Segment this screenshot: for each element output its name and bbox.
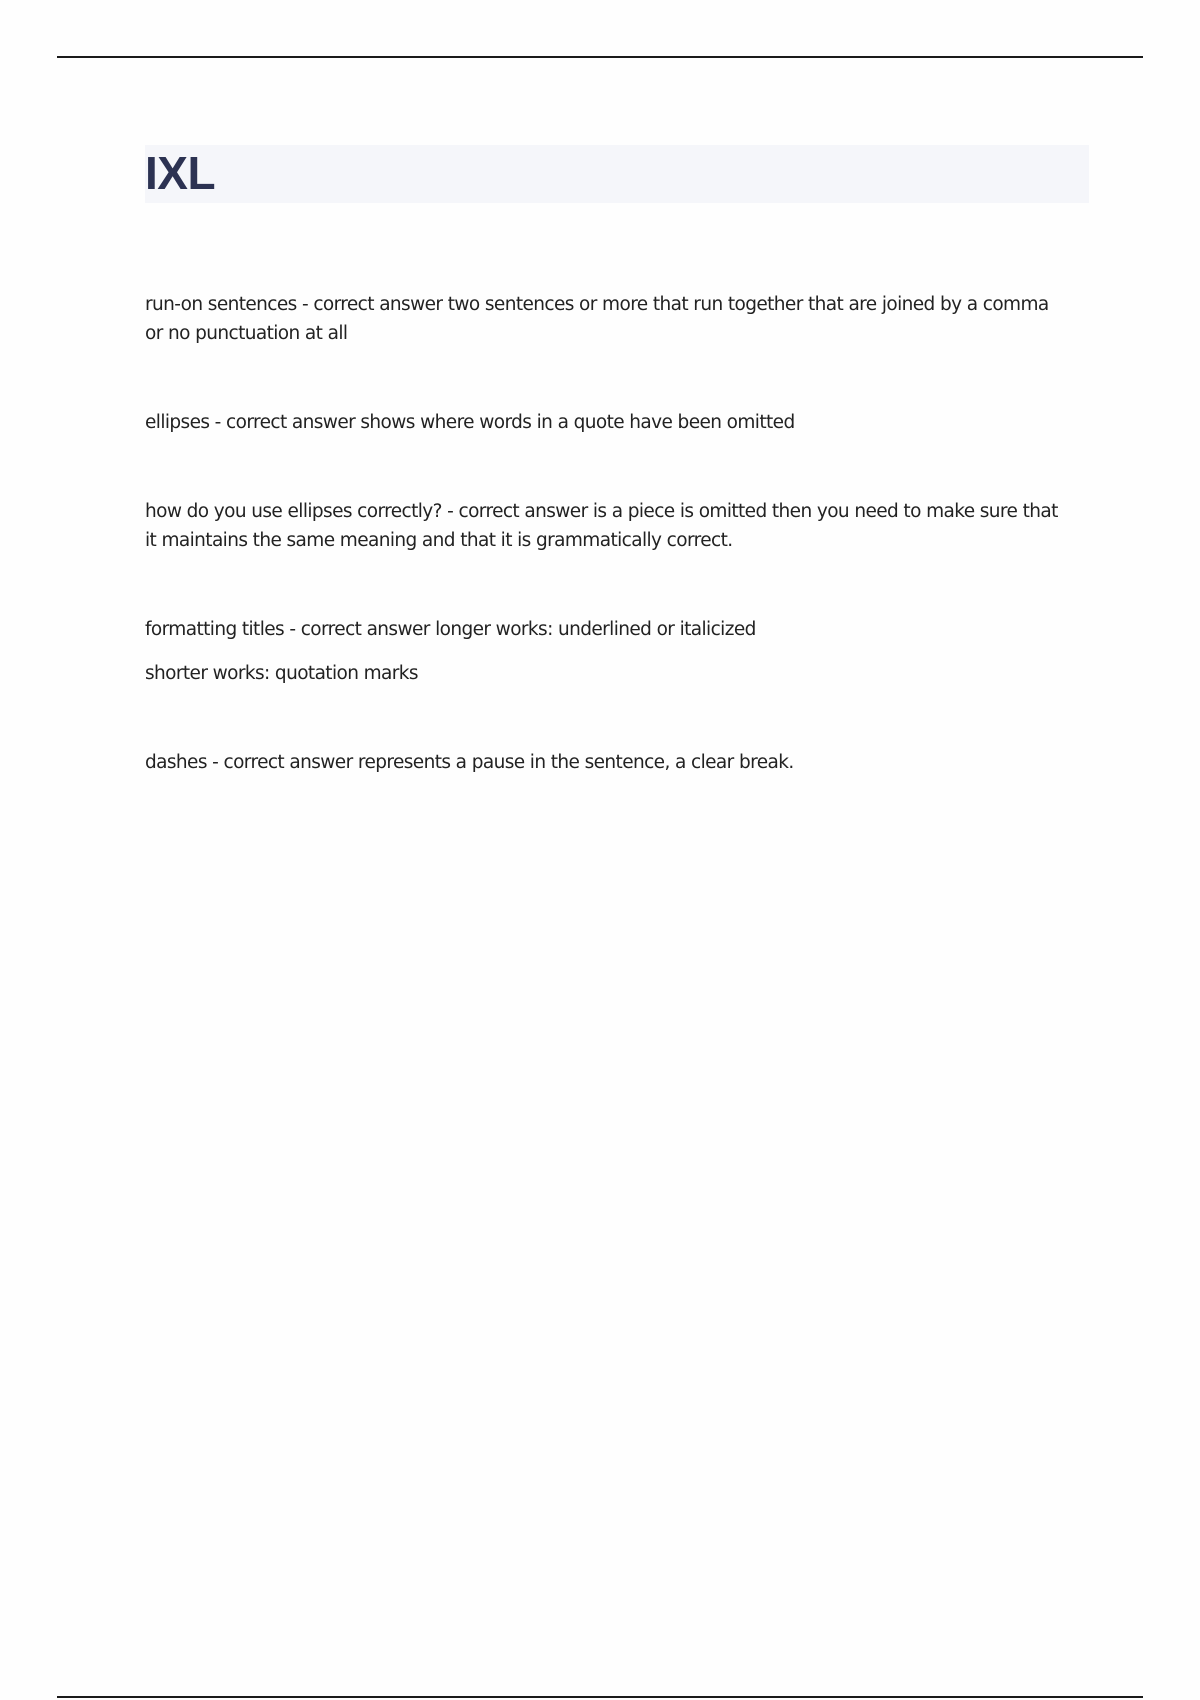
entry-text-line: or no punctuation at all: [145, 323, 348, 344]
entry-text-line: shorter works: quotation marks: [145, 663, 418, 684]
entry-text-line: ellipses - correct answer shows where words in a quote have been omitted: [145, 412, 795, 433]
title-band: [145, 145, 1089, 203]
flashcard-entry-ellipses: [145, 408, 1095, 437]
entry-text-line: how do you use ellipses correctly? - correct answer is a piece is omitted then you need to make sure that: [145, 501, 1058, 522]
top-rule: [57, 56, 1143, 58]
flashcard-entry-run-on-sentences: [145, 290, 1095, 348]
page-title: IXL: [145, 147, 216, 199]
bottom-rule: [57, 1696, 1143, 1698]
flashcard-entry-ellipses-usage: [145, 497, 1095, 555]
entry-text-line: formatting titles - correct answer longer works: underlined or italicized: [145, 619, 756, 640]
flashcard-entry-dashes: [145, 748, 1095, 777]
flashcard-entry-formatting-titles: [145, 615, 1095, 688]
entry-text-line: it maintains the same meaning and that it is grammatically correct.: [145, 530, 733, 551]
entry-text-line: run-on sentences - correct answer two sentences or more that run together that are joined by a comma: [145, 294, 1049, 315]
entry-text-line: dashes - correct answer represents a pause in the sentence, a clear break.: [145, 752, 794, 773]
flashcard-list: [145, 290, 1095, 837]
